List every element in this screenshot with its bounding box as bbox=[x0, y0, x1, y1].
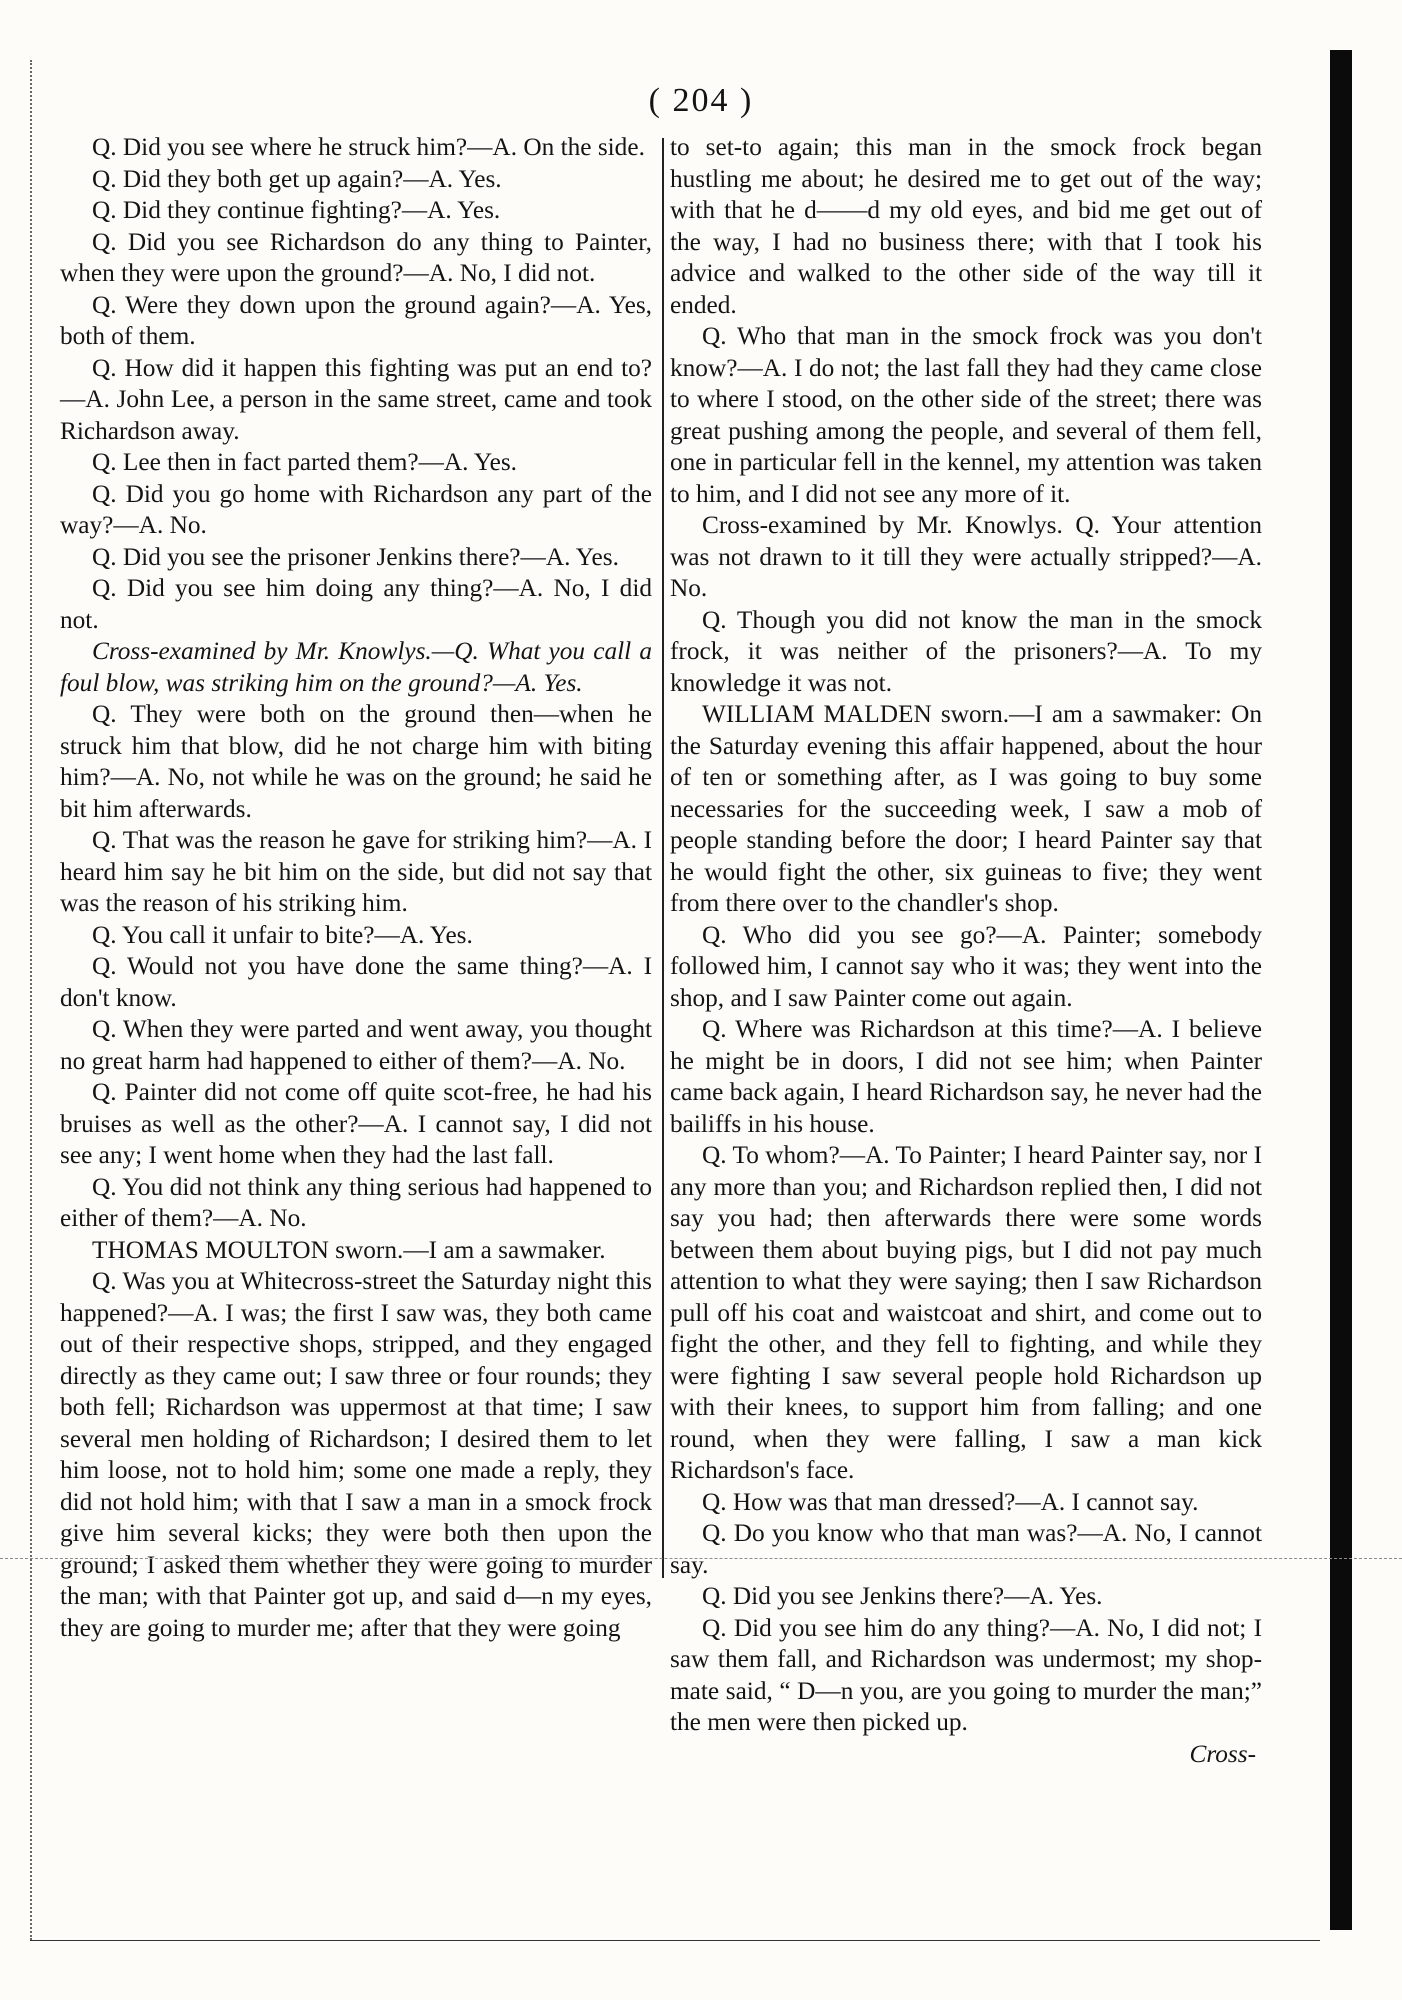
fold-line bbox=[0, 1558, 1402, 1559]
text-paragraph: Q. Did you go home with Richardson any part of the way?—A. No. bbox=[60, 479, 652, 539]
text-paragraph: Q. You call it unfair to bite?—A. Yes. bbox=[92, 920, 473, 949]
text-paragraph: Q. They were both on the ground then—when he struck him that blow, did he not charge him with biting him?—A. No, not while he was on the ground; he said he bit him afterwards. bbox=[60, 700, 652, 823]
text-paragraph: Q. Did you see Richardson do any thing to Painter, when they were upon the ground?—A. No, I did not. bbox=[60, 227, 652, 287]
right-column bbox=[670, 132, 1262, 1770]
column-divider bbox=[662, 138, 664, 1578]
text-paragraph: Q. Were they down upon the ground again?—A. Yes, both of them. bbox=[60, 290, 652, 350]
text-paragraph: Q. Did you see the prisoner Jenkins there?—A. Yes. bbox=[92, 542, 619, 571]
text-paragraph: Q. Did they both get up again?—A. Yes. bbox=[92, 164, 502, 193]
text-paragraph: Q. That was the reason he gave for striking him?—A. I heard him say he bit him on the side, but did not say that was the reason of his striking him. bbox=[60, 826, 652, 917]
text-paragraph: Q. Who that man in the smock frock was you don't know?—A. I do not; the last fall they had they came close to where I stood, on the other side of the street; there was great pushing among the people, and several of them fell, one in particular fell in the kennel, my attention was taken to him, and I did not see any more of it. bbox=[670, 322, 1262, 508]
text-paragraph: Q. How was that man dressed?—A. I cannot say. bbox=[702, 1487, 1199, 1516]
text-paragraph: THOMAS MOULTON sworn.—I am a sawmaker. bbox=[92, 1235, 606, 1264]
text-paragraph: WILLIAM MALDEN sworn.—I am a sawmaker: On the Saturday evening this affair happened, about the hour of ten or something after, as I was going to buy some necessaries for the succeeding week, I saw a mob of people standing before the door; I heard Painter say that he would fight the other, six guineas to five; they went from there over to the chandler's shop. bbox=[670, 700, 1262, 917]
page-edge-mark bbox=[30, 60, 35, 1940]
text-paragraph: Q. Did you see Jenkins there?—A. Yes. bbox=[702, 1582, 1103, 1610]
text-paragraph: to set-to again; this man in the smock frock began hustling me about; he desired me to get out of the way; with that he d——d my old eyes, and bid me get out of the way, I had no business there; with that I took his advice and walked to the other side of the way till it ended. bbox=[670, 133, 1262, 319]
text-paragraph: Q. Do you know who that man was?—A. No, I cannot say. bbox=[670, 1519, 1262, 1579]
text-paragraph: Q. How did it happen this fighting was put an end to?—A. John Lee, a person in the same street, came and took Richardson away. bbox=[60, 353, 652, 445]
footer-rule bbox=[30, 1940, 1320, 1941]
text-paragraph: Q. Though you did not know the man in the smock frock, it was neither of the prisoners?—A. To my knowledge it was not. bbox=[670, 605, 1262, 697]
text-paragraph: Q. Who did you see go?—A. Painter; somebody followed him, I cannot say who it was; they went into the shop, and I saw Painter come out again. bbox=[670, 920, 1262, 1012]
binding-shadow bbox=[1330, 50, 1352, 1930]
text-paragraph: Q. Did they continue fighting?—A. Yes. bbox=[92, 196, 501, 224]
text-paragraph: Q. Would not you have done the same thing?—A. I don't know. bbox=[60, 952, 652, 1012]
text-paragraph: Cross-examined by Mr. Knowlys. Q. Your attention was not drawn to it till they were actually stripped?—A. No. bbox=[670, 511, 1262, 602]
left-column bbox=[60, 132, 652, 1644]
text-paragraph: Q. Did you see where he struck him?—A. On the side. bbox=[92, 133, 645, 161]
text-paragraph: Q. Did you see him do any thing?—A. No, I did not; I saw them fall, and Richardson was undermost; my shop-mate said, “ D—n you, are you going to murder the man;” the men were then picked up. bbox=[670, 1613, 1262, 1736]
text-paragraph: Q. To whom?—A. To Painter; I heard Painter say, nor I any more than you; and Richardson replied then, I did not say you had; then afterwards there were some words between them about buying pigs, but I did not pay much attention to what they were saying; then I saw Richardson pull off his coat and waistcoat and shirt, and come out to fight the other, and they fell to fighting, and while they were fighting I saw several people hold Richardson up with their knees, to support him from falling; and one round, when they were falling, I saw a man kick Richardson's face. bbox=[670, 1141, 1262, 1484]
page-number: ( 204 ) bbox=[648, 82, 754, 119]
text-paragraph: Q. When they were parted and went away, you thought no great harm had happened to either of them?—A. No. bbox=[60, 1015, 652, 1075]
text-paragraph: Q. Where was Richardson at this time?—A. I believe he might be in doors, I did not see him; when Painter came back again, I heard Richardson say, he never had the bailiffs in his house. bbox=[670, 1015, 1262, 1138]
text-paragraph: Q. Lee then in fact parted them?—A. Yes. bbox=[92, 448, 518, 476]
text-paragraph: Q. Did you see him doing any thing?—A. No, I did not. bbox=[60, 574, 652, 634]
text-paragraph: Q. You did not think any thing serious had happened to either of them?—A. No. bbox=[60, 1172, 652, 1232]
text-paragraph: Q. Was you at Whitecross-street the Saturday night this happened?—A. I was; the first I saw was, they both came out of their respective shops, stripped, and they engaged directly as they came out; I saw three or four rounds; they both fell; Richardson was uppermost at that time; I saw several men holding of Richardson; I desired them to let him loose, not to hold him; some one made a reply, they did not hold him; with that I saw a man in a smock frock give him several kicks; they were both then upon the ground; I asked them whether they were going to murder the man; with that Painter got up, and said d—n my eyes, they are going to murder me; after that they were going bbox=[60, 1267, 652, 1642]
text-paragraph: Q. Painter did not come off quite scot-free, he had his bruises as well as the other?—A. I cannot say, I did not see any; I went home when they had the last fall. bbox=[60, 1078, 652, 1169]
catchword: Cross- bbox=[1189, 1739, 1256, 1768]
text-paragraph: Cross-examined by Mr. Knowlys.—Q. What you call a foul blow, was striking him on the ground?—A. Yes. bbox=[60, 637, 652, 697]
